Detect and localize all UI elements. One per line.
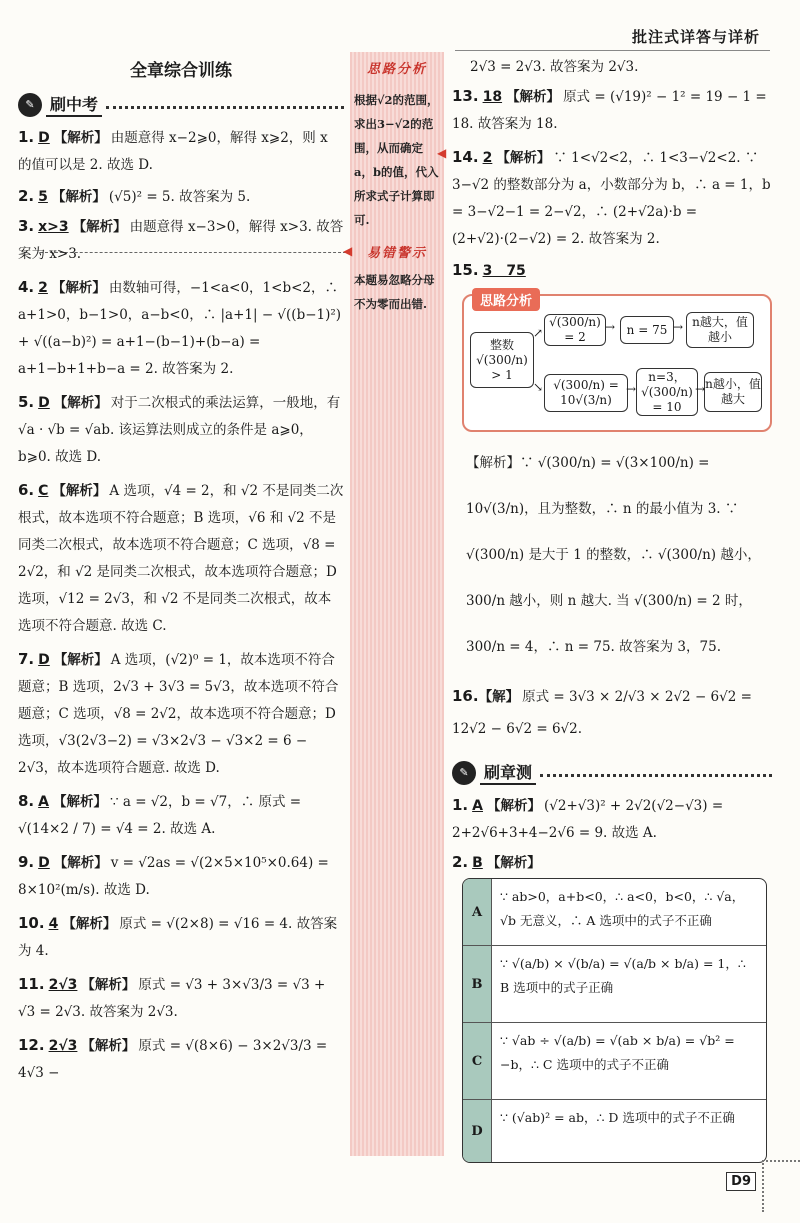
item-text: 原式 = √(8×6) − 3×2√3/3 = 4√3 − <box>18 1038 328 1081</box>
item-tag: 【解析】 <box>53 130 108 146</box>
header-rule <box>455 50 770 51</box>
item-tag: 【解析】 <box>72 219 127 235</box>
thinking-flow-diagram <box>462 294 772 432</box>
item-answer: 3 75 <box>482 263 526 279</box>
pointer-arrow-icon: ◀ <box>343 244 353 258</box>
item-tag: 【解析】 <box>51 280 106 296</box>
section-header-chapter <box>452 760 772 785</box>
answer-item-2 <box>18 183 344 211</box>
item-tag: 【解析】 <box>53 652 108 668</box>
item-text: v = √2as = √(2×5×10⁵×0.64) = 8×10²(m/s). 故选 D. <box>18 855 329 898</box>
answer-list-right <box>452 54 772 285</box>
flow-box-1: √(300/n) = 2 <box>544 314 606 346</box>
item-tag: 【解析】 <box>52 483 107 499</box>
arrow-icon: ↘ <box>533 380 544 394</box>
section-header-exam <box>18 92 344 117</box>
pointer-arrow-icon: ◀ <box>437 146 447 160</box>
section-label: 刷中考 <box>46 92 102 117</box>
item-tag: 【解析】 <box>81 1038 136 1054</box>
item-number: 8. <box>18 792 35 810</box>
item-tag: 【解析】 <box>53 855 108 871</box>
item-number: 7. <box>18 650 35 668</box>
answer-item-3 <box>18 213 344 268</box>
flow-box-6: n越小，值越大 <box>704 372 762 412</box>
brush-icon: ✎ <box>452 761 476 785</box>
item-number: 15. <box>452 261 479 279</box>
item-text: ∵ a = √2，b = √7，∴ 原式 = √(14×2 / 7) = √4 = 2. 故选 A. <box>18 794 302 837</box>
item-tag: 【解析】 <box>81 977 136 993</box>
answer-item-9 <box>18 849 344 904</box>
table-row <box>463 1022 766 1099</box>
item-answer: D <box>38 652 50 668</box>
item-text: ∵ 1<√2<2，∴ 1<3−√2<2. ∵ 3−√2 的整数部分为 a，小数部分为 b，∴ a = 1，b = 3−√2−1 = 2−√2，∴ (2+√2a)·b = (2+√2)·(2−√2) = 2. 故答案为 2. <box>452 150 771 247</box>
arrow-icon: → <box>695 382 706 396</box>
option-text: ∵ √(a/b) × √(b/a) = √(a/b × b/a) = 1，∴ B 选项中的式子正确 <box>500 956 746 995</box>
chapter-answer-list <box>452 792 772 877</box>
flow-box-4: √(300/n) = 10√(3/n) <box>544 374 628 412</box>
item-number: 13. <box>452 87 479 105</box>
item-text: 2√3 = 2√3. 故答案为 2√3. <box>470 59 639 75</box>
dotted-divider <box>106 106 344 109</box>
item-tag: 【解析】 <box>496 150 551 166</box>
item-tag: 【解析】 <box>53 395 108 411</box>
item-tag: 【解】 <box>478 689 520 705</box>
item-tag: 【解析】 <box>62 916 117 932</box>
option-text: ∵ ab>0，a+b<0，∴ a<0，b<0，∴ √a，√b 无意义，∴ A 选项中的式子不正确 <box>500 889 745 928</box>
option-analysis-table <box>462 878 767 1163</box>
q15-explanation: 【解析】∵ √(300/n) = √(3×100/n) = 10√(3/n)，且为整数，∴ n 的最小值为 3. ∵ √(300/n) 是大于 1 的整数，∴ √(300/n) 越小，300/n 越小，则 n 越大. 当 √(300/n) = 2 时，300/n = 4，∴ n = 75. 故答案为 3，75. <box>466 455 761 655</box>
item-number: 12. <box>18 1036 45 1054</box>
answer-item-6 <box>18 477 344 640</box>
item-text: A 选项，√4 = 2，和 √2 不是同类二次根式，故本选项不符合题意；B 选项，√6 和 √2 不是同类二次根式，故本选项不符合题意；C 选项，√8 = 2√2，和 √2 是同类二次根式，故本选项符合题意；D 选项，√12 = 2√3，和 √2 不是同类二次根式，故本选项不符合题意. 故选 C. <box>18 483 344 634</box>
table-row <box>463 879 766 945</box>
item-answer: B <box>472 855 483 871</box>
chapter-item-2 <box>452 849 772 877</box>
item-tag: 【解析】 <box>52 794 107 810</box>
answer-item-5 <box>18 389 344 471</box>
item-answer: 2√3 <box>48 977 78 993</box>
item-text: 原式 = √3 + 3×√3/3 = √3 + √3 = 2√3. 故答案为 2√3. <box>18 977 326 1020</box>
page-corner-decoration <box>762 1160 800 1212</box>
item-text: 由题意得 x−3>0，解得 x>3. 故答案为 x>3. <box>18 219 344 262</box>
item-number: 9. <box>18 853 35 871</box>
answer-item-14 <box>452 144 772 253</box>
item-number: 14. <box>452 148 479 166</box>
option-text: ∵ (√ab)² = ab，∴ D 选项中的式子不正确 <box>500 1110 735 1125</box>
table-row <box>463 945 766 1022</box>
arrow-icon: ↗ <box>533 326 544 340</box>
item-number: 16. <box>452 687 479 705</box>
answer-item-11 <box>18 971 344 1026</box>
table-row <box>463 1099 766 1162</box>
answer-item-1 <box>18 124 344 179</box>
item-answer: D <box>38 855 50 871</box>
answer-item-8 <box>18 788 344 843</box>
item-answer: 2 <box>38 280 48 296</box>
item-answer: D <box>38 395 50 411</box>
item-answer: 2 <box>482 150 493 166</box>
flow-start-box: 整数 √(300/n) > 1 <box>470 332 534 388</box>
dotted-divider <box>540 774 772 777</box>
brush-icon: ✎ <box>18 93 42 117</box>
flow-box-3: n越大，值越小 <box>686 312 754 348</box>
item-answer: 18 <box>482 89 503 105</box>
item-number: 11. <box>18 975 45 993</box>
arrow-icon: → <box>605 320 616 334</box>
answer-list-left <box>18 124 344 1087</box>
item-number: 2. <box>452 853 469 871</box>
section-title: 全章综合训练 <box>130 61 232 81</box>
side-note-analysis: 根据√2的范围，求出3−√2的范围，从而确定a，b的值，代入所求式子计算即可. <box>354 93 439 227</box>
answer-item-7 <box>18 646 344 782</box>
answer-item-16 <box>452 680 772 745</box>
answer-item-12 <box>18 1032 344 1087</box>
item-answer: 4 <box>48 916 59 932</box>
section-label: 刷章测 <box>480 760 536 785</box>
item-answer: D <box>38 130 50 146</box>
item-answer: A <box>472 798 483 814</box>
item-text: 对于二次根式的乘法运算，一般地，有 √a · √b = √ab. 该运算法则成立的条件是 a⩾0，b⩾0. 故选 D. <box>18 395 341 465</box>
item-number: 1. <box>18 128 35 146</box>
item-tag: 【解析】 <box>51 189 106 205</box>
answer-continuation <box>452 54 772 81</box>
option-key: B <box>463 946 492 1022</box>
item-answer: C <box>38 483 49 499</box>
item-text: 由数轴可得，−1<a<0，1<b<2，∴ a+1>0，b−1>0，a−b<0，∴ |a+1| − √((b−1)²) + √((a−b)²) = a+1−(b−1)+(b−a) = a+1−b+1+b−a = 2. 故答案为 2. <box>18 280 342 377</box>
flow-title: 思路分析 <box>472 288 540 311</box>
item-text: (√5)² = 5. 故答案为 5. <box>108 189 251 205</box>
answer-item-15 <box>452 257 772 285</box>
option-text: ∵ √ab ÷ √(a/b) = √(ab × b/a) = √b² = −b，∴ C 选项中的式子不正确 <box>500 1033 735 1072</box>
option-key: D <box>463 1100 492 1162</box>
item-tag: 【解析】 <box>486 798 541 814</box>
arrow-icon: → <box>673 320 684 334</box>
flow-box-2: n = 75 <box>620 316 674 344</box>
item-text: 原式 = (√19)² − 1² = 19 − 1 = 18. 故答案为 18. <box>452 89 767 132</box>
item-number: 2. <box>18 187 35 205</box>
item-tag: 【解析】 <box>506 89 561 105</box>
chapter-item-1 <box>452 792 772 847</box>
item-text: (√2+√3)² + 2√2(√2−√3) = 2+2√6+3+4−2√6 = 9. 故选 A. <box>452 798 724 841</box>
item-text: 由题意得 x−2⩾0，解得 x⩾2，则 x 的值可以是 2. 故选 D. <box>18 130 328 173</box>
arrow-icon: → <box>626 382 637 396</box>
answer-item-10 <box>18 910 344 965</box>
item-answer: 5 <box>38 189 48 205</box>
item-number: 4. <box>18 278 35 296</box>
side-heading-analysis: 思路分析 <box>366 62 427 77</box>
item-tag: 【解析】 <box>486 855 541 871</box>
item-number: 3. <box>18 217 35 235</box>
item-text: 原式 = √(2×8) = √16 = 4. 故答案为 4. <box>18 916 338 959</box>
item-text: A 选项，(√2)⁰ = 1，故本选项不符合题意；B 选项，2√3 + 3√3 = 5√3，故本选项不符合题意；C 选项，√8 = 2√2，故本选项不符合题意；D 选项，√3(2√3−2) = √3×2√3 − √3×2 = 6 − 2√3，故本选项符合题意. 故选 D. <box>18 652 339 776</box>
item-number: 6. <box>18 481 35 499</box>
option-key: A <box>463 879 492 945</box>
page-number: D9 <box>726 1172 756 1191</box>
item-answer: A <box>38 794 49 810</box>
item-answer: x>3 <box>38 219 69 235</box>
side-note-warning: 本题易忽略分母不为零而出错. <box>354 273 435 311</box>
item-number: 1. <box>452 796 469 814</box>
item-number: 5. <box>18 393 35 411</box>
flow-box-5: n=3，√(300/n) = 10 <box>636 368 698 416</box>
answer-item-13 <box>452 83 772 138</box>
running-header: 批注式详答与详析 <box>631 28 760 46</box>
option-key: C <box>463 1023 492 1099</box>
answer-item-4 <box>18 274 344 383</box>
item-text: 原式 = 3√3 × 2/√3 × 2√2 − 6√2 = 12√2 − 6√2 = 6√2. <box>452 689 752 737</box>
side-heading-warning: 易错警示 <box>366 246 427 261</box>
item-number: 10. <box>18 914 45 932</box>
item-answer: 2√3 <box>48 1038 78 1054</box>
